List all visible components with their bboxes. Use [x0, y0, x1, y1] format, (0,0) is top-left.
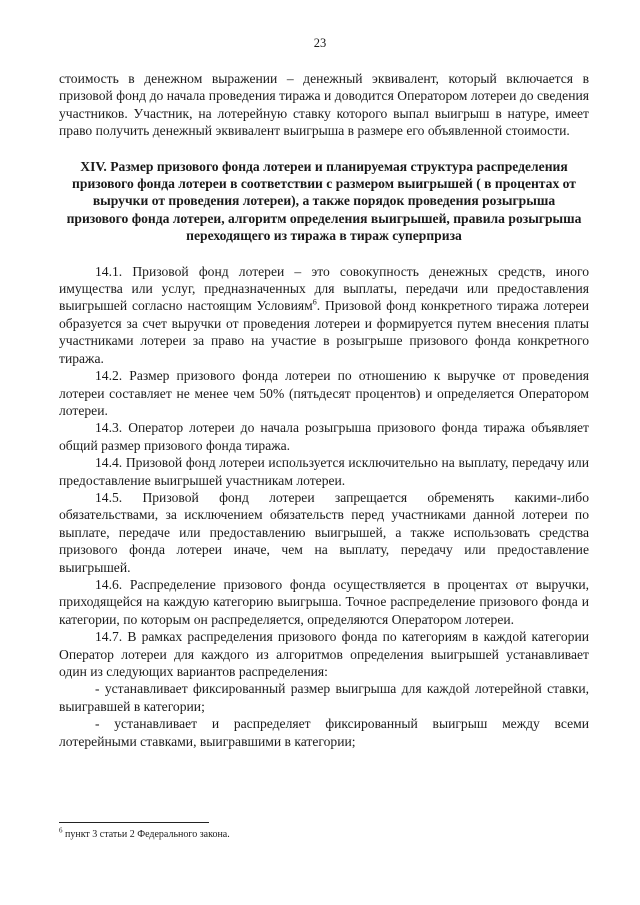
footnote-reference: 6	[312, 297, 317, 307]
clause-14-4: 14.4. Призовой фонд лотереи используется исключительно на выплату, передачу или предоставление выигрышей участникам лотереи.	[59, 455, 589, 488]
clause-14-6: 14.6. Распределение призового фонда осуществляется в процентах от выручки, приходящейся на каждую категорию выигрыша. Точное распределение призового фонда и категории, по которым он распределяется, определяются Оператором лотереи.	[59, 576, 589, 627]
intro-paragraph: стоимость в денежном выражении – денежный эквивалент, который включается в призовой фонд до начала проведения тиража и доводится Оператором лотереи до сведения участников. Участник, на лотерейную ставку которого выпал выигрыш в натуре, имеет право получить денежный эквивалент выигрыша в размере его объявленной стоимости.	[59, 71, 589, 139]
clause-14-1-part2: . Призовой фонд конкретного тиража лотереи образуется за счет выручки от проведения лотереи и формируется путем внесения платы участниками лотереи за право на участие в розыгрыше призового фонда конкретного тиража.	[59, 298, 589, 366]
footnote-marker: 6	[59, 826, 63, 835]
page-number: 23	[313, 36, 327, 50]
clause-14-7: 14.7. В рамках распределения призового фонда по категориям в каждой категории Оператор лотереи для каждого из алгоритмов определения выигрышей устанавливает один из следующих вариантов распределения:	[59, 629, 589, 679]
footnote	[59, 826, 589, 841]
clause-14-1	[59, 263, 589, 367]
clause-14-3: 14.3. Оператор лотереи до начала розыгрыша призового фонда тиража объявляет общий размер призового фонда тиража.	[59, 420, 589, 453]
clause-14-7-option-1: - устанавливает фиксированный размер выигрыша для каждой лотерейной ставки, выигравшей в категории;	[59, 681, 589, 714]
clause-14-2: 14.2. Размер призового фонда лотереи по отношению к выручке от проведения лотереи составляет не менее чем 50% (пятьдесят процентов) и определяется Оператором лотереи.	[59, 368, 589, 418]
clause-14-1-part1: 14.1. Призовой фонд лотереи – это совокупность денежных средств, иного имущества или услуг, предназначенных для выплаты, передачи или предоставления выигрышей согласно настоящим Условиям	[59, 263, 589, 314]
section-heading: XIV. Размер призового фонда лотереи и планируемая структура распределения призового фонда лотереи в соответствии с размером выигрышей ( в процентах от выручки от проведения лотереи), а также порядок проведения розыгрыша призового фонда лотереи, алгоритм определения выигрышей, правила розыгрыша переходящего из тиража в тираж суперприза	[66, 158, 582, 244]
clause-14-5: 14.5. Призовой фонд лотереи запрещается обременять какими-либо обязательствами, за исключением обязательств перед участниками данной лотереи по выплате, передаче или предоставлению выигрышей, а также использовать средства призового фонда лотереи иначе, чем на выплату, передачу или предоставление выигрышей.	[59, 489, 589, 575]
clause-14-7-option-2: - устанавливает и распределяет фиксированный выигрыш между всеми лотерейными ставками, выигравшими в категории;	[59, 716, 589, 749]
document-body	[59, 70, 589, 750]
footnote-text: пункт 3 статьи 2 Федерального закона.	[62, 829, 230, 840]
footnote-divider	[59, 822, 209, 823]
